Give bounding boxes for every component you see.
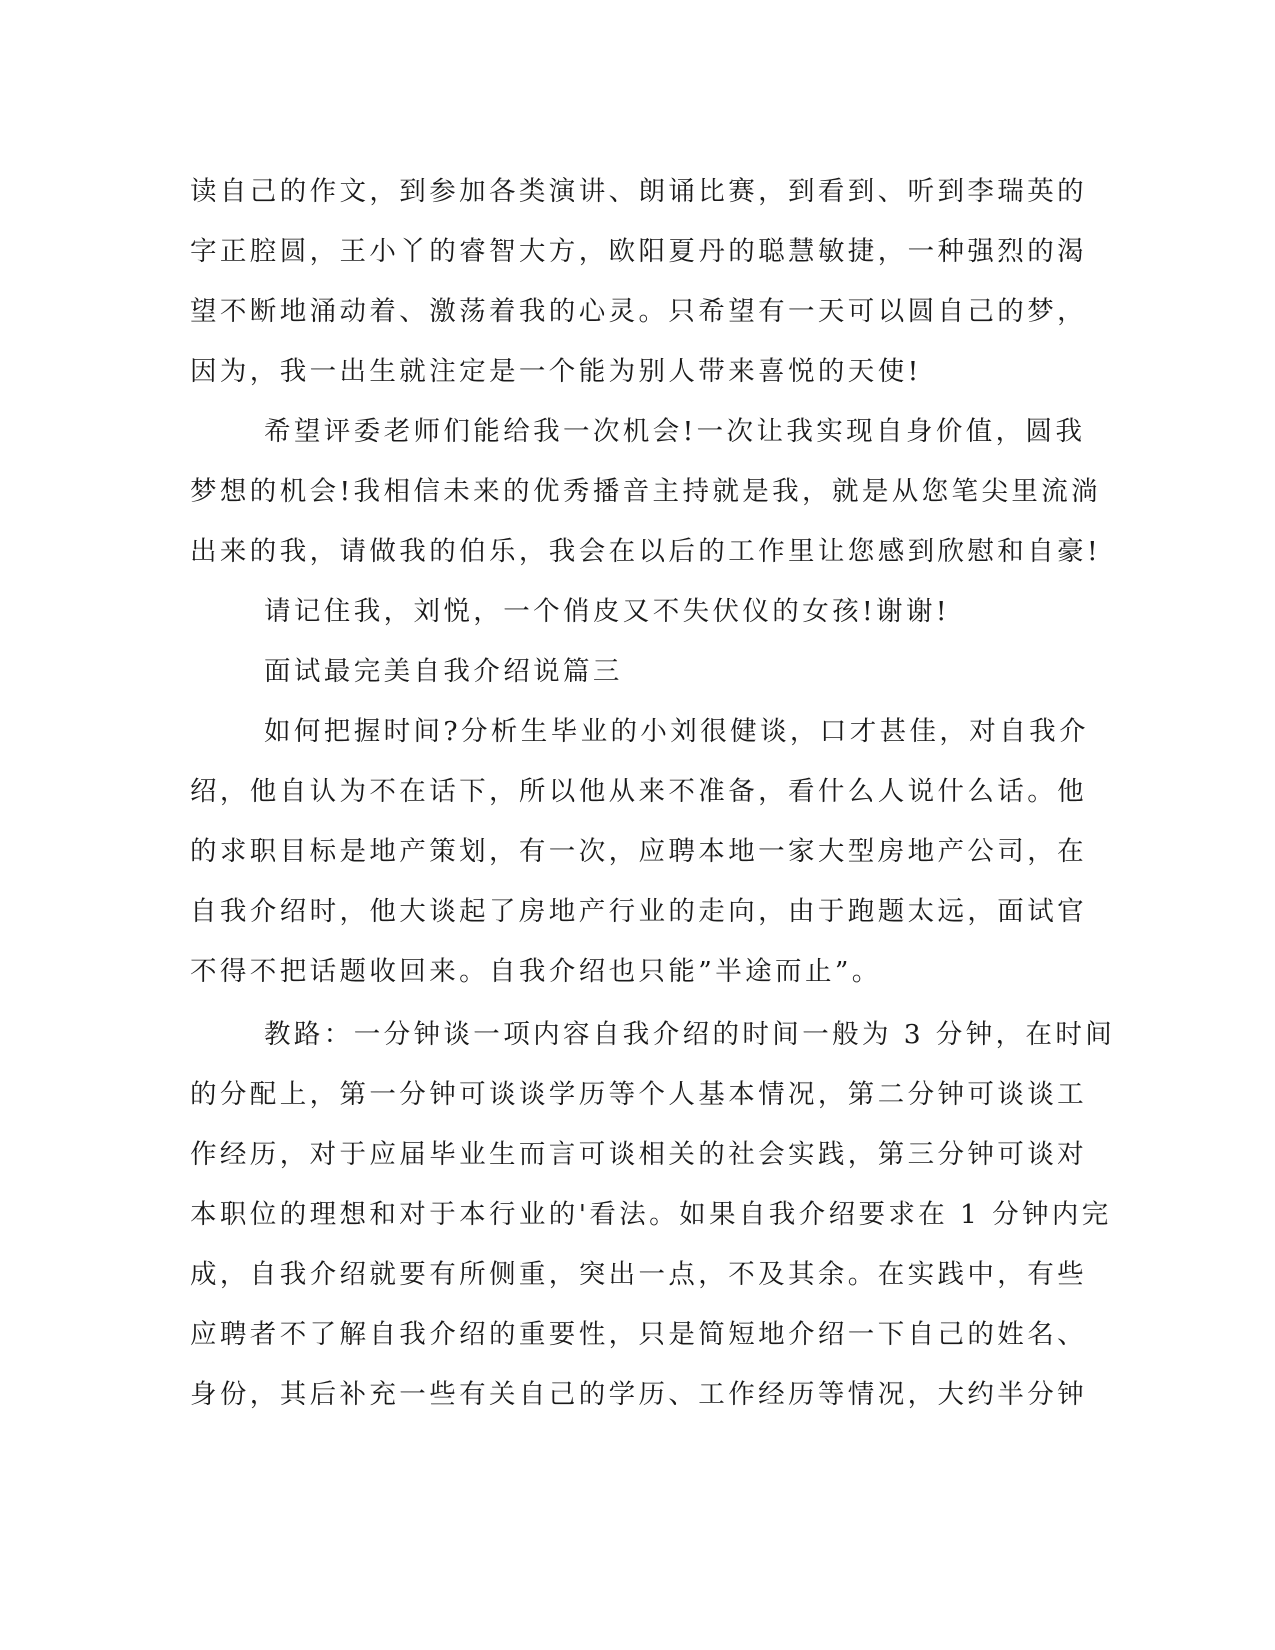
section-heading: 面试最完美自我介绍说篇三 (264, 656, 623, 687)
paragraph-start-line: 教路：一分钟谈一项内容自我介绍的时间一般为 3 分钟，在时间 (264, 1019, 1116, 1050)
text-line: 身份，其后补充一些有关自己的学历、工作经历等情况，大约半分钟 (190, 1379, 1087, 1410)
text-line: 梦想的机会!我相信未来的优秀播音主持就是我，就是从您笔尖里流淌 (190, 476, 1102, 507)
text-line: 成，自我介绍就要有所侧重，突出一点，不及其余。在实践中，有些 (190, 1259, 1087, 1290)
text-line: 自我介绍时，他大谈起了房地产行业的走向，由于跑题太远，面试官 (190, 896, 1087, 927)
document-body (190, 162, 1116, 1425)
paragraph-start-line: 请记住我，刘悦，一个俏皮又不失伏仪的女孩!谢谢! (264, 596, 950, 627)
paragraph-start-line: 希望评委老师们能给我一次机会!一次让我实现自身价值，圆我 (264, 416, 1086, 447)
text-line: 望不断地涌动着、激荡着我的心灵。只希望有一天可以圆自己的梦， (190, 296, 1087, 327)
text-line: 读自己的作文，到参加各类演讲、朗诵比赛，到看到、听到李瑞英的 (190, 176, 1087, 207)
text-line: 出来的我，请做我的伯乐，我会在以后的工作里让您感到欣慰和自豪! (190, 536, 1102, 567)
text-line: 绍，他自认为不在话下，所以他从来不准备，看什么人说什么话。他 (190, 776, 1087, 807)
text-line: 应聘者不了解自我介绍的重要性，只是简短地介绍一下自己的姓名、 (190, 1319, 1087, 1350)
text-line: 本职位的理想和对于本行业的'看法。如果自我介绍要求在 1 分钟内完 (190, 1199, 1112, 1230)
text-line: 不得不把话题收回来。自我介绍也只能”半途而止”。 (190, 956, 882, 987)
text-line: 作经历，对于应届毕业生而言可谈相关的社会实践，第三分钟可谈对 (190, 1139, 1087, 1170)
text-line: 的求职目标是地产策划，有一次，应聘本地一家大型房地产公司，在 (190, 836, 1087, 867)
text-line: 字正腔圆，王小丫的睿智大方，欧阳夏丹的聪慧敏捷，一种强烈的渴 (190, 236, 1087, 267)
paragraph-start-line: 如何把握时间?分析生毕业的小刘很健谈，口才甚佳，对自我介 (264, 716, 1089, 747)
text-line: 因为，我一出生就注定是一个能为别人带来喜悦的天使! (190, 356, 922, 387)
text-line: 的分配上，第一分钟可谈谈学历等个人基本情况，第二分钟可谈谈工 (190, 1079, 1087, 1110)
